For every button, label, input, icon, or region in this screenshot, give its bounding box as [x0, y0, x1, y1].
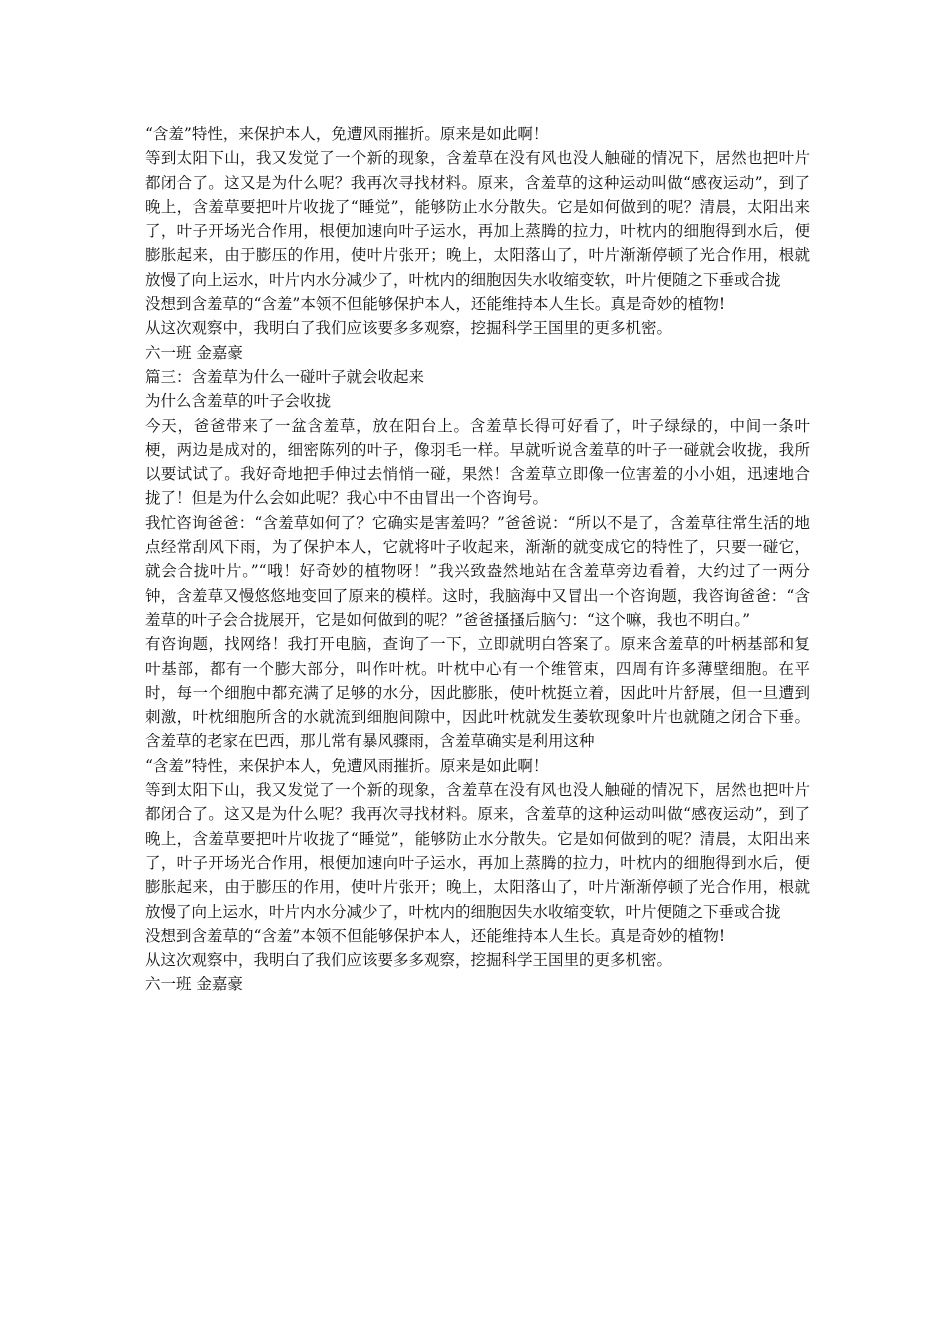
author-signature-repeat: 六一班 金嘉豪 — [145, 975, 243, 994]
essay-title: 为什么含羞草的叶子会收拢 — [145, 392, 332, 411]
paragraph-continuation-repeat: “含羞”特性，来保护本人，免遭风雨摧折。原来是如此啊！ — [145, 756, 549, 775]
section-heading: 篇三：含羞草为什么一碰叶子就会收起来 — [145, 367, 425, 386]
paragraph-continuation: “含羞”特性，来保护本人，免遭风雨摧折。原来是如此啊！ — [145, 125, 549, 143]
paragraph-intro: 今天，爸爸带来了一盆含羞草，放在阳台上。含羞草长得可好看了，叶子绿绿的，中间一条叶梗，两边是成对的，细密陈列的叶子，像羽毛一样。早就听说含羞草的叶子一碰就会收拢，我所以要试试了。我好奇地把手伸过去悄悄一碰，果然！含羞草立即像一位害羞的小小姐，迅速地合拢了！但是为什么会如此呢？我心中不由冒出一个咨询号。 — [145, 416, 810, 508]
paragraph-reflection: 从这次观察中，我明白了我们应该要多多观察，挖掘科学王国里的更多机密。 — [145, 319, 673, 338]
paragraph-sunset-observation: 等到太阳下山，我又发觉了一个新的现象，含羞草在没有风也没人触碰的情况下，居然也把叶片都闭合了。这又是为什么呢？我再次寻找材料。原来，含羞草的这种运动叫做“感夜运动”，到了晚上，含羞草要把叶片收拢了“睡觉”，能够防止水分散失。它是如何做到的呢？清晨，太阳出来了，叶子开场光合作用，根便加速向叶子运水，再加上蒸腾的拉力，叶枕内的细胞得到水后，便膨胀起来，由于膨压的作用，使叶片张开；晚上，太阳落山了，叶片渐渐停顿了光合作用，根就放慢了向上运水，叶片内水分减少了，叶枕内的细胞因失水收缩变软，叶片便随之下垂或合拢 — [145, 149, 810, 289]
paragraph-sunset-observation-repeat: 等到太阳下山，我又发觉了一个新的现象，含羞草在没有风也没人触碰的情况下，居然也把叶片都闭合了。这又是为什么呢？我再次寻找材料。原来，含羞草的这种运动叫做“感夜运动”，到了晚上，含羞草要把叶片收拢了“睡觉”，能够防止水分散失。它是如何做到的呢？清晨，太阳出来了，叶子开场光合作用，根便加速向叶子运水，再加上蒸腾的拉力，叶枕内的细胞得到水后，便膨胀起来，由于膨压的作用，使叶片张开；晚上，太阳落山了，叶片渐渐停顿了光合作用，根就放慢了向上运水，叶片内水分减少了，叶枕内的细胞因失水收缩变软，叶片便随之下垂或合拢 — [145, 781, 810, 921]
paragraph-reflection-repeat: 从这次观察中，我明白了我们应该要多多观察，挖掘科学王国里的更多机密。 — [145, 951, 673, 970]
paragraph-dialogue: 我忙咨询爸爸：“含羞草如何了？它确实是害羞吗？”爸爸说：“所以不是了，含羞草往常生活的地点经常刮风下雨，为了保护本人，它就将叶子收起来，渐渐的就变成它的特性了，只要一碰它，就会合拢叶片。”“哦！好奇妙的植物呀！”我兴致盎然地站在含羞草旁边看着，大约过了一两分钟，含羞草又慢悠悠地变回了原来的模样。这时，我脑海中又冒出一个咨询题，我咨询爸爸：“含羞草的叶子会合拢展开，它是如何做到的呢？”爸爸搔搔后脑勺：“这个嘛，我也不明白。” — [145, 513, 810, 629]
paragraph-research: 有咨询题，找网络！我打开电脑，查询了一下，立即就明白答案了。原来含羞草的叶柄基部和复叶基部，都有一个膨大部分，叫作叶枕。叶枕中心有一个维管束，四周有许多薄壁细胞。在平时，每一个细胞中都充满了足够的水分，因此膨胀，使叶枕挺立着，因此叶片舒展，但一旦遭到刺激，叶枕细胞所含的水就流到细胞间隙中，因此叶枕就发生萎软现象叶片也就随之闭合下垂。含羞草的老家在巴西，那儿常有暴风骤雨，含羞草确实是利用这种 — [145, 635, 810, 751]
paragraph-conclusion: 没想到含羞草的“含羞”本领不但能够保护本人，还能维持本人生长。真是奇妙的植物! — [145, 295, 726, 314]
author-signature: 六一班 金嘉豪 — [145, 343, 243, 362]
paragraph-conclusion-repeat: 没想到含羞草的“含羞”本领不但能够保护本人，还能维持本人生长。真是奇妙的植物! — [145, 926, 726, 945]
document-body — [145, 122, 810, 997]
